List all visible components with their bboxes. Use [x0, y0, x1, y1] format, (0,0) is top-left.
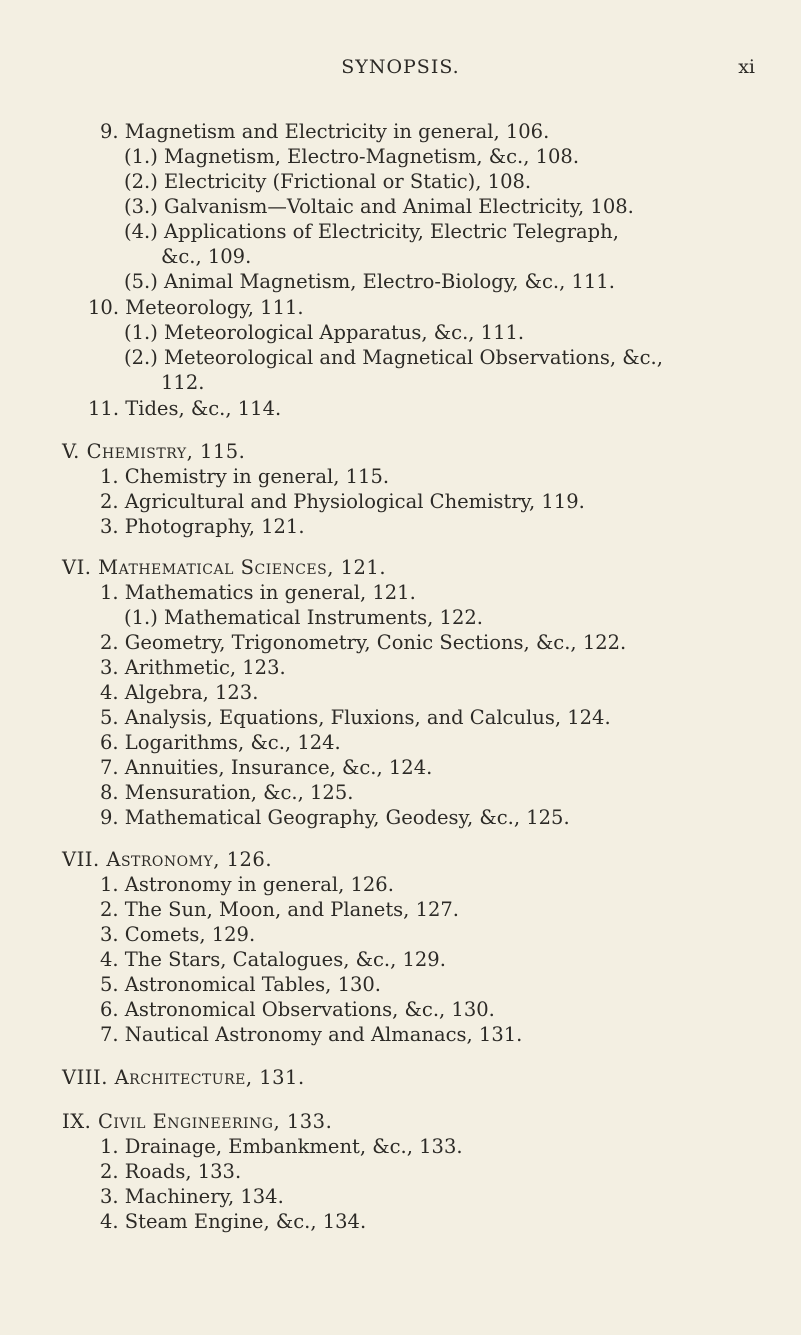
entry: (1.) Meteorological Apparatus, &c., 111.: [124, 321, 525, 344]
section-heading: VI. Mathematical Sciences, 121.: [62, 556, 387, 579]
entry: (1.) Magnetism, Electro-Magnetism, &c., 108.: [124, 145, 580, 168]
entry: 8. Mensuration, &c., 125.: [100, 781, 354, 804]
section-heading: IX. Civil Engineering, 133.: [62, 1110, 333, 1133]
entry: 1. Mathematics in general, 121.: [100, 581, 416, 604]
entry: 2. Geometry, Trigonometry, Conic Sections, &c., 122.: [100, 631, 627, 654]
entry: 5. Astronomical Tables, 130.: [100, 973, 381, 996]
entry: 1. Chemistry in general, 115.: [100, 465, 390, 488]
entry: 3. Machinery, 134.: [100, 1185, 284, 1208]
entry: (2.) Electricity (Frictional or Static), 108.: [124, 170, 532, 193]
entry: (3.) Galvanism—Voltaic and Animal Electricity, 108.: [124, 195, 634, 218]
entry: 4. The Stars, Catalogues, &c., 129.: [100, 948, 446, 971]
entry: 112.: [161, 371, 205, 394]
running-header: SYNOPSIS.: [341, 56, 460, 78]
entry: (1.) Mathematical Instruments, 122.: [124, 606, 483, 629]
entry: 4. Algebra, 123.: [100, 681, 259, 704]
entry: 9. Mathematical Geography, Geodesy, &c., 125.: [100, 806, 570, 829]
section-heading: V. Chemistry, 115.: [62, 440, 246, 463]
entry: &c., 109.: [161, 245, 252, 268]
entry: 2. Roads, 133.: [100, 1160, 242, 1183]
entry: 6. Astronomical Observations, &c., 130.: [100, 998, 495, 1021]
entry: (4.) Applications of Electricity, Electric Telegraph,: [124, 220, 619, 243]
entry: 6. Logarithms, &c., 124.: [100, 731, 341, 754]
entry: 1. Astronomy in general, 126.: [100, 873, 394, 896]
entry: 2. The Sun, Moon, and Planets, 127.: [100, 898, 459, 921]
entry: 3. Arithmetic, 123.: [100, 656, 286, 679]
section-heading: VII. Astronomy, 126.: [62, 848, 273, 871]
entry: 4. Steam Engine, &c., 134.: [100, 1210, 367, 1233]
entry: 3. Comets, 129.: [100, 923, 256, 946]
entry: (2.) Meteorological and Magnetical Observations, &c.,: [124, 346, 663, 369]
entry: 7. Annuities, Insurance, &c., 124.: [100, 756, 433, 779]
entry: 11. Tides, &c., 114.: [88, 397, 282, 420]
entry: 5. Analysis, Equations, Fluxions, and Calculus, 124.: [100, 706, 611, 729]
entry: 9. Magnetism and Electricity in general, 106.: [100, 120, 550, 143]
entry: 7. Nautical Astronomy and Almanacs, 131.: [100, 1023, 523, 1046]
entry: 3. Photography, 121.: [100, 515, 305, 538]
entry: 10. Meteorology, 111.: [88, 296, 304, 319]
section-heading: VIII. Architecture, 131.: [62, 1066, 305, 1089]
page-number: xi: [738, 56, 755, 78]
entry: 2. Agricultural and Physiological Chemistry, 119.: [100, 490, 585, 513]
entry: (5.) Animal Magnetism, Electro-Biology, &c., 111.: [124, 270, 615, 293]
entry: 1. Drainage, Embankment, &c., 133.: [100, 1135, 463, 1158]
